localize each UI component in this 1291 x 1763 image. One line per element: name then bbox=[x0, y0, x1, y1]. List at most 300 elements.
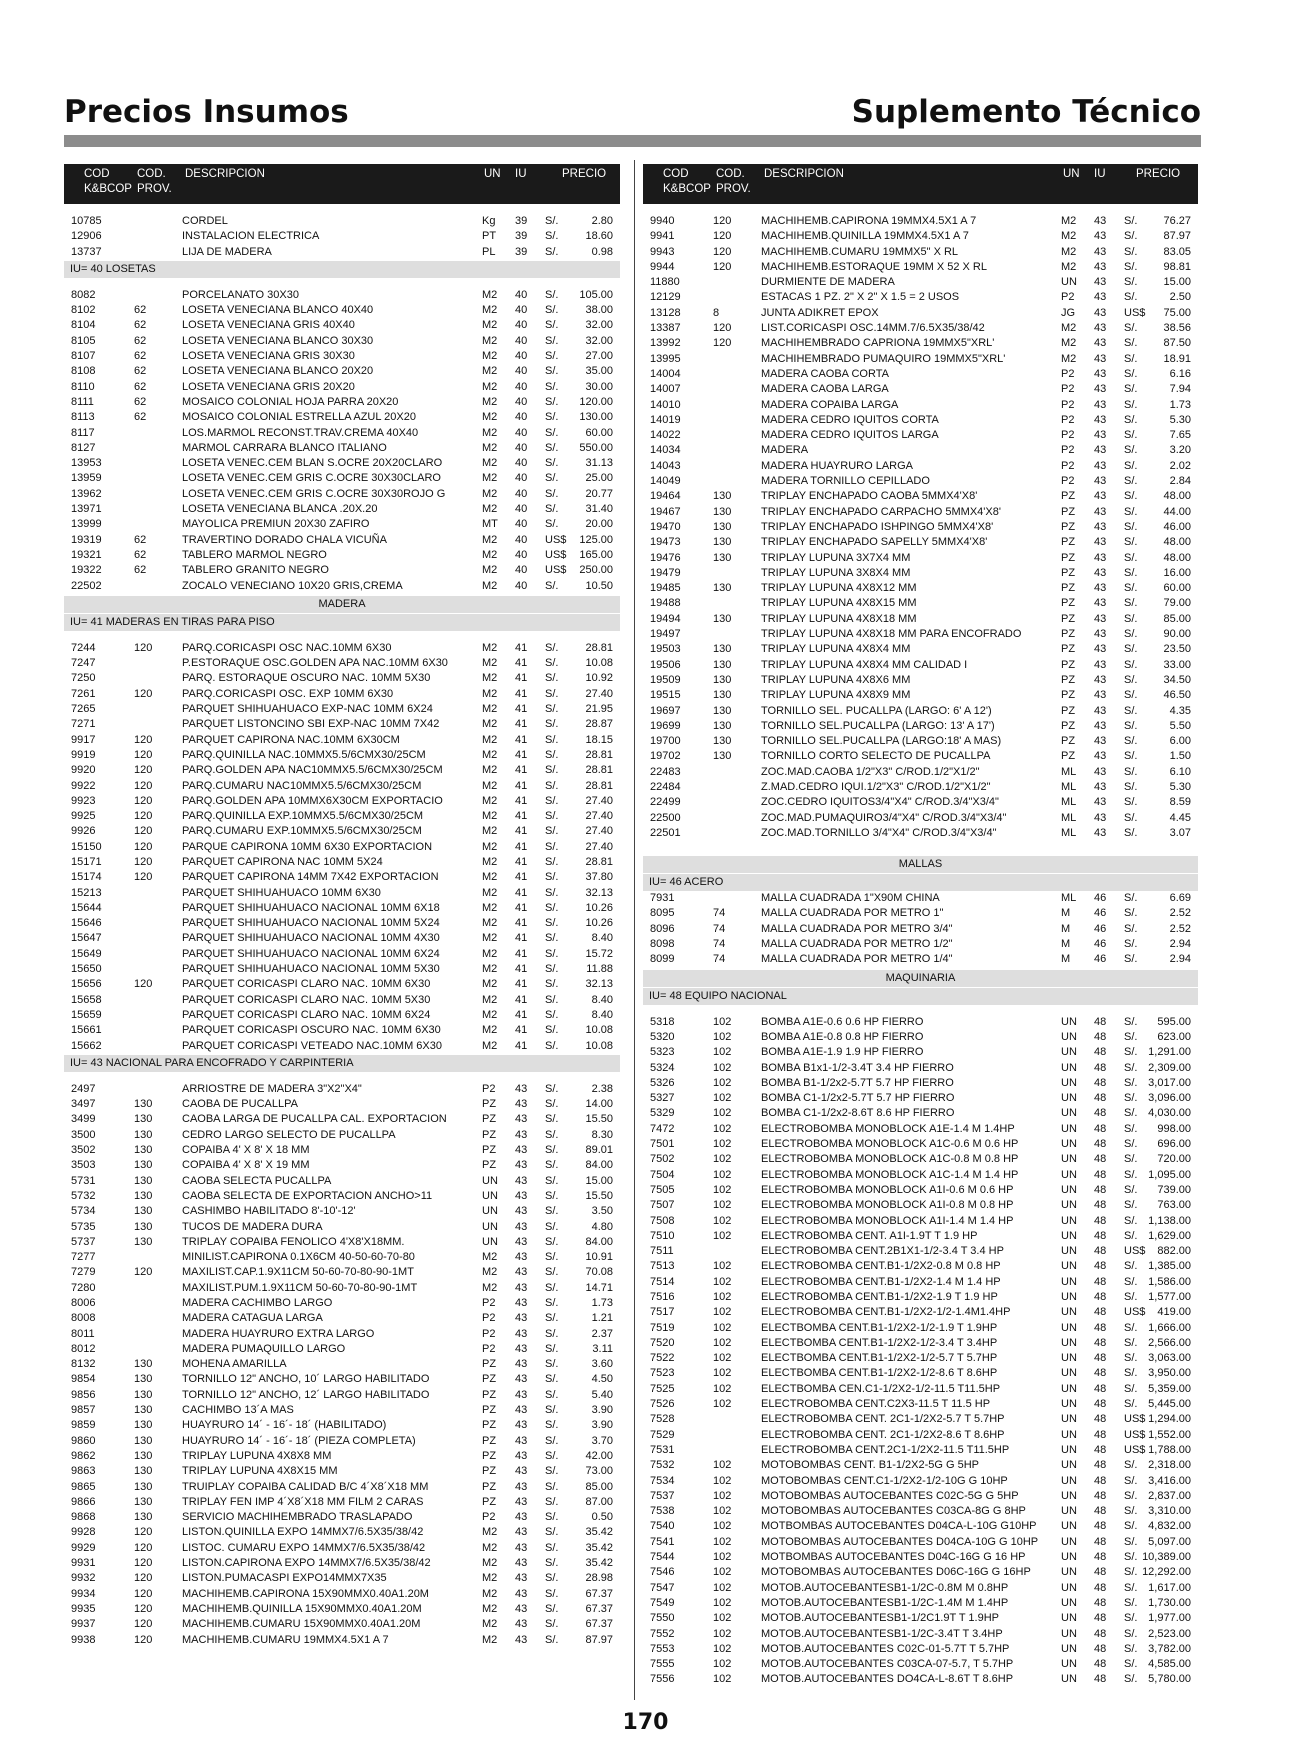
table-row bbox=[643, 505, 1198, 520]
table-row bbox=[643, 1611, 1198, 1626]
currency: S/. bbox=[1124, 1535, 1138, 1548]
item-code: 3499 bbox=[71, 1113, 96, 1126]
provider-code: 102 bbox=[713, 1566, 732, 1579]
iu: 48 bbox=[1094, 1535, 1107, 1548]
unit: P2 bbox=[1061, 398, 1075, 411]
iu: 43 bbox=[1094, 811, 1107, 824]
currency: S/. bbox=[545, 1449, 559, 1462]
currency: S/. bbox=[545, 901, 559, 914]
item-description: MOTOB.AUTOCEBANTESB1-1/2C-0.8M M 0.8HP bbox=[761, 1581, 1009, 1594]
price: 4.50 bbox=[591, 1373, 613, 1386]
currency: S/. bbox=[1124, 922, 1138, 935]
item-description: LISTON.PUMACASPI EXPO14MMX7X35 bbox=[182, 1572, 387, 1585]
currency: S/. bbox=[1124, 566, 1138, 579]
price: 38.56 bbox=[1163, 322, 1191, 335]
price: 15.50 bbox=[585, 1113, 613, 1126]
unit: M2 bbox=[482, 825, 498, 838]
table-row bbox=[64, 1174, 620, 1189]
price: 4,030.00 bbox=[1148, 1107, 1191, 1120]
provider-code: 102 bbox=[713, 1489, 732, 1502]
price: 32.13 bbox=[585, 978, 613, 991]
item-description: MACHIHEMB.CAPIRONA 15X90MMX0.40A1.20M bbox=[182, 1587, 429, 1600]
iu: 43 bbox=[1094, 796, 1107, 809]
unit: PZ bbox=[482, 1404, 497, 1417]
price: 3.90 bbox=[591, 1404, 613, 1417]
price: 8.59 bbox=[1169, 796, 1191, 809]
currency: S/. bbox=[1124, 1459, 1138, 1472]
currency: S/. bbox=[545, 718, 559, 731]
item-code: 7525 bbox=[650, 1382, 675, 1395]
currency: S/. bbox=[545, 487, 559, 500]
currency: S/. bbox=[545, 779, 559, 792]
item-code: 19515 bbox=[650, 689, 681, 702]
iu: 48 bbox=[1094, 1245, 1107, 1258]
iu: 43 bbox=[1094, 826, 1107, 839]
price: 8.40 bbox=[591, 1008, 613, 1021]
table-row bbox=[64, 563, 620, 578]
price: 8.40 bbox=[591, 993, 613, 1006]
iu: 41 bbox=[515, 657, 528, 670]
unit: ML bbox=[1061, 796, 1077, 809]
item-code: 19697 bbox=[650, 704, 681, 717]
category-header: MAQUINARIA bbox=[643, 970, 1198, 987]
provider-code: 102 bbox=[713, 1505, 732, 1518]
unit: UN bbox=[1061, 1535, 1077, 1548]
price: 1.73 bbox=[1169, 398, 1191, 411]
price: 2,309.00 bbox=[1148, 1061, 1191, 1074]
unit: UN bbox=[1061, 1673, 1077, 1686]
currency: S/. bbox=[1124, 245, 1138, 258]
price: 623.00 bbox=[1157, 1030, 1191, 1043]
item-code: 7555 bbox=[650, 1658, 675, 1671]
provider-code: 120 bbox=[134, 978, 153, 991]
item-description: ZOC.MAD.TORNILLO 3/4"X4" C/ROD.3/4"X3/4" bbox=[761, 826, 997, 839]
price: 5.30 bbox=[1169, 780, 1191, 793]
price: 28.87 bbox=[585, 718, 613, 731]
currency: S/. bbox=[1124, 628, 1138, 641]
currency: S/. bbox=[545, 579, 559, 592]
item-description: LOS.MARMOL RECONST.TRAV.CREMA 40X40 bbox=[182, 426, 419, 439]
table-row bbox=[643, 1045, 1198, 1060]
iu: 43 bbox=[1094, 444, 1107, 457]
currency: S/. bbox=[1124, 1046, 1138, 1059]
provider-code: 120 bbox=[134, 779, 153, 792]
currency: S/. bbox=[1124, 750, 1138, 763]
item-description: MACHIHEMB.CUMARU 19MMX5" X RL bbox=[761, 245, 959, 258]
item-code: 8008 bbox=[71, 1312, 96, 1325]
item-code: 7540 bbox=[650, 1520, 675, 1533]
price: 11.88 bbox=[586, 963, 613, 976]
table-row bbox=[64, 533, 620, 548]
currency: S/. bbox=[545, 457, 559, 470]
iu: 43 bbox=[515, 1297, 528, 1309]
currency: S/. bbox=[1124, 230, 1138, 243]
price: 98.81 bbox=[1163, 260, 1191, 273]
provider-code: 130 bbox=[134, 1358, 153, 1371]
currency: US$ bbox=[1124, 1306, 1146, 1319]
provider-code: 102 bbox=[713, 1168, 732, 1181]
unit: UN bbox=[1061, 1306, 1077, 1319]
iu: 41 bbox=[515, 825, 528, 838]
table-row bbox=[643, 581, 1198, 596]
currency: S/. bbox=[545, 1342, 559, 1355]
currency: S/. bbox=[545, 1526, 559, 1539]
price: 18.15 bbox=[585, 733, 613, 746]
currency: S/. bbox=[1124, 1168, 1138, 1181]
table-row bbox=[643, 443, 1198, 458]
iu: 43 bbox=[515, 1602, 528, 1615]
item-code: 9929 bbox=[71, 1541, 96, 1554]
unit: M2 bbox=[482, 963, 498, 976]
price: 2.52 bbox=[1169, 907, 1191, 920]
currency: S/. bbox=[545, 1039, 559, 1052]
iu: 40 bbox=[515, 441, 528, 454]
iu: 48 bbox=[1094, 1352, 1107, 1365]
table-row bbox=[64, 641, 620, 656]
item-description: PARQUET CORICASPI CLARO NAC. 10MM 6X30 bbox=[182, 978, 431, 991]
price: 998.00 bbox=[1157, 1122, 1191, 1135]
iu: 48 bbox=[1094, 1107, 1107, 1120]
item-code: 19488 bbox=[650, 597, 681, 610]
iu: 39 bbox=[515, 215, 528, 227]
price: 25.00 bbox=[585, 472, 613, 485]
table-row bbox=[64, 977, 620, 992]
table-row bbox=[64, 702, 620, 717]
table-row bbox=[64, 993, 620, 1008]
table-row bbox=[64, 1556, 620, 1571]
item-description: BOMBA A1E-1.9 1.9 HP FIERRO bbox=[761, 1046, 924, 1059]
item-code: 5731 bbox=[71, 1174, 96, 1187]
price: 105.00 bbox=[579, 288, 613, 301]
item-description: PARQUET SHIHUAHUACO NACIONAL 10MM 5X30 bbox=[182, 963, 440, 976]
item-code: 5323 bbox=[650, 1046, 675, 1059]
item-description: MADERA TORNILLO CEPILLADO bbox=[761, 475, 930, 488]
item-description: PARQ.QUINILLA NAC.10MMX5.5/6CMX30/25CM bbox=[182, 748, 426, 761]
page-title-right: Suplemento Técnico bbox=[851, 94, 1201, 130]
unit: ML bbox=[1061, 811, 1077, 824]
currency: S/. bbox=[545, 215, 559, 227]
price: 2.38 bbox=[591, 1082, 613, 1095]
iu: 48 bbox=[1094, 1642, 1107, 1655]
unit: M2 bbox=[482, 687, 498, 700]
item-code: 7556 bbox=[650, 1673, 675, 1686]
price: 4.45 bbox=[1169, 811, 1191, 824]
provider-code: 130 bbox=[134, 1128, 153, 1141]
currency: S/. bbox=[545, 963, 559, 976]
header-prov: COD. PROV. bbox=[137, 168, 172, 195]
table-row bbox=[64, 395, 620, 410]
unit: M2 bbox=[482, 1633, 498, 1646]
price: 1,730.00 bbox=[1148, 1596, 1191, 1609]
iu: 40 bbox=[515, 503, 528, 516]
price: 10,389.00 bbox=[1142, 1551, 1191, 1564]
iu: 43 bbox=[1094, 306, 1107, 319]
item-code: 7550 bbox=[650, 1612, 675, 1625]
iu: 41 bbox=[515, 748, 528, 761]
currency: S/. bbox=[1124, 1030, 1138, 1043]
price: 1,294.00 bbox=[1148, 1413, 1191, 1426]
price: 28.81 bbox=[585, 855, 613, 868]
table-row bbox=[64, 1449, 620, 1464]
currency: US$ bbox=[1124, 1245, 1146, 1258]
table-row bbox=[64, 441, 620, 456]
table-row bbox=[643, 1137, 1198, 1152]
provider-code: 130 bbox=[134, 1419, 153, 1432]
header-price: PRECIO bbox=[1136, 168, 1181, 180]
unit: PZ bbox=[482, 1113, 497, 1126]
table-row bbox=[64, 687, 620, 702]
section-header: IU= 46 ACERO bbox=[643, 874, 1198, 891]
item-description: MOTOB.AUTOCEBANTESB1-1/2C-3.4T T 3.4HP bbox=[761, 1627, 1003, 1640]
table-row bbox=[643, 1321, 1198, 1336]
table-row bbox=[64, 1128, 620, 1143]
table-row bbox=[643, 658, 1198, 673]
price: 23.50 bbox=[1163, 643, 1191, 656]
item-code: 7531 bbox=[650, 1443, 675, 1456]
price: 696.00 bbox=[1157, 1138, 1191, 1151]
currency: S/. bbox=[545, 1297, 559, 1309]
iu: 43 bbox=[1094, 780, 1107, 793]
table-row bbox=[64, 1633, 620, 1648]
provider-code: 130 bbox=[713, 673, 732, 686]
table-row bbox=[643, 826, 1198, 841]
table-row bbox=[64, 794, 620, 809]
item-description: Z.MAD.CEDRO IQUI.1/2"X3" C/ROD.1/2"X1/2" bbox=[761, 780, 991, 793]
table-row bbox=[64, 1434, 620, 1449]
item-code: 14010 bbox=[650, 398, 681, 411]
currency: S/. bbox=[545, 380, 559, 393]
item-description: TRIPLAY LUPUNA 4X8X12 MM bbox=[761, 582, 917, 595]
currency: S/. bbox=[545, 1434, 559, 1447]
table-row bbox=[643, 719, 1198, 734]
unit: UN bbox=[1061, 1627, 1077, 1640]
provider-code: 62 bbox=[134, 365, 147, 378]
item-code: 11880 bbox=[650, 276, 680, 289]
price: 1,586.00 bbox=[1148, 1275, 1191, 1288]
unit: PZ bbox=[482, 1128, 497, 1141]
table-row bbox=[643, 428, 1198, 443]
item-code: 13953 bbox=[71, 457, 102, 470]
item-code: 19702 bbox=[650, 750, 681, 763]
unit: PZ bbox=[482, 1144, 497, 1157]
currency: S/. bbox=[1124, 1153, 1138, 1166]
item-description: MOTOB.AUTOCEBANTES C03CA-07-5.7, T 5.7HP bbox=[761, 1658, 1014, 1671]
table-row bbox=[643, 459, 1198, 474]
price: 32.00 bbox=[585, 319, 613, 332]
provider-code: 120 bbox=[134, 733, 153, 746]
iu: 43 bbox=[1094, 765, 1107, 778]
item-description: MACHIHEMB.CAPIRONA 19MMX4.5X1 A 7 bbox=[761, 215, 977, 227]
currency: S/. bbox=[545, 810, 559, 823]
price: 44.00 bbox=[1163, 505, 1191, 518]
table-row bbox=[643, 413, 1198, 428]
item-code: 8011 bbox=[71, 1327, 95, 1340]
provider-code: 102 bbox=[713, 1122, 732, 1135]
currency: S/. bbox=[545, 840, 559, 853]
header-prov: COD. PROV. bbox=[716, 168, 751, 195]
table-row bbox=[64, 1097, 620, 1112]
item-description: SERVICIO MACHIHEMBRADO TRASLAPADO bbox=[182, 1511, 413, 1524]
currency: S/. bbox=[1124, 1642, 1138, 1655]
provider-code: 130 bbox=[134, 1174, 153, 1187]
item-description: LOSETA VENEC.CEM GRIS C.OCRE 30X30CLARO bbox=[182, 472, 441, 485]
iu: 48 bbox=[1094, 1015, 1107, 1028]
item-description: P.ESTORAQUE OSC.GOLDEN APA NAC.10MM 6X30 bbox=[182, 657, 448, 670]
table-row bbox=[64, 1388, 620, 1403]
table-row bbox=[643, 336, 1198, 351]
price: 4,832.00 bbox=[1148, 1520, 1191, 1533]
price: 87.97 bbox=[585, 1633, 613, 1646]
currency: S/. bbox=[1124, 1474, 1138, 1487]
item-code: 8117 bbox=[71, 426, 95, 439]
item-description: TRAVERTINO DORADO CHALA VICUÑA bbox=[182, 533, 387, 546]
iu: 43 bbox=[1094, 612, 1107, 625]
item-code: 15649 bbox=[71, 947, 102, 960]
currency: S/. bbox=[545, 886, 559, 899]
currency: S/. bbox=[545, 426, 559, 439]
item-description: JUNTA ADIKRET EPOX bbox=[761, 306, 879, 319]
item-code: 15213 bbox=[71, 886, 102, 899]
currency: S/. bbox=[545, 1465, 559, 1478]
column-header bbox=[64, 164, 620, 204]
currency: S/. bbox=[1124, 1398, 1138, 1411]
item-code: 19699 bbox=[650, 719, 681, 732]
item-description: ELECTBOMBA CEN.C1-1/2X2-1/2-11.5 T11.5HP bbox=[761, 1382, 1001, 1395]
item-description: TRIPLAY FEN IMP 4´X8´X18 MM FILM 2 CARAS bbox=[182, 1495, 424, 1508]
item-description: MOHENA AMARILLA bbox=[182, 1358, 287, 1371]
item-description: PARQUET CAPIRONA 14MM 7X42 EXPORTACION bbox=[182, 871, 439, 884]
price: 48.00 bbox=[1163, 490, 1191, 503]
item-description: PARQUET SHIHUAHUACO EXP-NAC 10MM 6X24 bbox=[182, 703, 433, 716]
table-row bbox=[64, 870, 620, 885]
provider-code: 120 bbox=[713, 230, 732, 243]
table-row bbox=[643, 260, 1198, 275]
price: 6.00 bbox=[1169, 735, 1191, 748]
unit: UN bbox=[482, 1174, 498, 1187]
table-row bbox=[64, 288, 620, 303]
item-code: 7271 bbox=[71, 718, 96, 731]
unit: M2 bbox=[482, 886, 498, 899]
iu: 48 bbox=[1094, 1291, 1107, 1303]
provider-code: 120 bbox=[134, 764, 153, 777]
price: 18.60 bbox=[585, 230, 613, 243]
item-code: 7520 bbox=[650, 1336, 675, 1349]
item-code: 15171 bbox=[71, 855, 102, 868]
item-description: LOSETA VENEC.CEM GRIS C.OCRE 30X30ROJO G bbox=[182, 487, 446, 500]
currency: S/. bbox=[1124, 459, 1138, 472]
unit: PZ bbox=[1061, 551, 1076, 564]
table-row bbox=[643, 1275, 1198, 1290]
iu: 43 bbox=[1094, 215, 1107, 227]
provider-code: 102 bbox=[713, 1076, 732, 1089]
item-description: MAXILIST.CAP.1.9X11CM 50-60-70-80-90-1MT bbox=[182, 1266, 414, 1279]
column-header bbox=[643, 164, 1198, 204]
price: 3,416.00 bbox=[1148, 1474, 1191, 1487]
item-description: ELECTROBOMBA CENT.B1-1/2X2-1.9 T 1.9 HP bbox=[761, 1291, 998, 1303]
unit: UN bbox=[1061, 1581, 1077, 1594]
unit: M2 bbox=[482, 1251, 498, 1264]
item-code: 7280 bbox=[71, 1281, 96, 1294]
price: 1,977.00 bbox=[1148, 1612, 1191, 1625]
unit: PZ bbox=[1061, 490, 1076, 503]
unit: UN bbox=[482, 1189, 498, 1202]
provider-code: 102 bbox=[713, 1658, 732, 1671]
unit: M bbox=[1061, 953, 1071, 966]
item-code: 10785 bbox=[71, 215, 102, 227]
column-divider bbox=[634, 160, 635, 1700]
iu: 43 bbox=[1094, 520, 1107, 533]
table-row bbox=[64, 303, 620, 318]
price: 3,310.00 bbox=[1148, 1505, 1191, 1518]
price: 10.26 bbox=[585, 901, 613, 914]
currency: S/. bbox=[1124, 1581, 1138, 1594]
unit: PZ bbox=[482, 1465, 497, 1478]
price: 5.50 bbox=[1169, 719, 1191, 732]
table-row bbox=[64, 962, 620, 977]
currency: S/. bbox=[1124, 1566, 1138, 1579]
currency: S/. bbox=[545, 230, 559, 243]
item-description: ARRIOSTRE DE MADERA 3"X2"X4" bbox=[182, 1082, 362, 1095]
table-row bbox=[643, 596, 1198, 611]
item-description: TRIPLAY ENCHAPADO CAOBA 5MMX4'X8' bbox=[761, 490, 978, 503]
iu: 41 bbox=[515, 1039, 528, 1052]
item-code: 9917 bbox=[71, 733, 96, 746]
currency: S/. bbox=[545, 993, 559, 1006]
price: 3,950.00 bbox=[1148, 1367, 1191, 1380]
price: 10.08 bbox=[585, 657, 613, 670]
currency: S/. bbox=[545, 917, 559, 930]
price: 6.16 bbox=[1169, 367, 1191, 380]
table-row bbox=[643, 1397, 1198, 1412]
item-description: CACHIMBO 13´A MAS bbox=[182, 1404, 294, 1417]
unit: M bbox=[1061, 938, 1071, 951]
price: 1,666.00 bbox=[1148, 1321, 1191, 1334]
item-description: TRIPLAY ENCHAPADO SAPELLY 5MMX4'X8' bbox=[761, 536, 988, 549]
unit: PZ bbox=[482, 1434, 497, 1447]
provider-code: 74 bbox=[713, 938, 726, 951]
item-description: ELECTBOMBA CENT.B1-1/2X2-1/2-5.7 T 5.7HP bbox=[761, 1352, 998, 1365]
iu: 43 bbox=[1094, 230, 1107, 243]
item-code: 5324 bbox=[650, 1061, 675, 1074]
currency: US$ bbox=[1124, 1413, 1146, 1426]
price: 28.81 bbox=[585, 748, 613, 761]
iu: 48 bbox=[1094, 1627, 1107, 1640]
unit: M2 bbox=[482, 288, 498, 301]
currency: S/. bbox=[545, 1618, 559, 1631]
iu: 48 bbox=[1094, 1183, 1107, 1196]
price: 35.42 bbox=[585, 1526, 613, 1539]
provider-code: 120 bbox=[713, 337, 732, 350]
item-code: 7538 bbox=[650, 1505, 675, 1518]
item-description: ZOCALO VENECIANO 10X20 GRIS,CREMA bbox=[182, 579, 403, 592]
unit: P2 bbox=[482, 1312, 496, 1325]
provider-code: 130 bbox=[134, 1480, 153, 1493]
table-row bbox=[643, 1458, 1198, 1473]
unit: M2 bbox=[1061, 260, 1077, 273]
item-code: 5734 bbox=[71, 1205, 96, 1218]
currency: S/. bbox=[1124, 582, 1138, 595]
currency: S/. bbox=[1124, 1275, 1138, 1288]
item-description: TORNILLO SEL. PUCALLPA (LARGO: 6' A 12') bbox=[761, 704, 992, 717]
iu: 48 bbox=[1094, 1153, 1107, 1166]
unit: PZ bbox=[482, 1098, 497, 1111]
item-code: 8099 bbox=[650, 953, 675, 966]
item-code: 8132 bbox=[71, 1358, 96, 1371]
provider-code: 102 bbox=[713, 1183, 732, 1196]
currency: US$ bbox=[545, 533, 567, 546]
currency: S/. bbox=[545, 1388, 559, 1401]
currency: S/. bbox=[545, 703, 559, 716]
